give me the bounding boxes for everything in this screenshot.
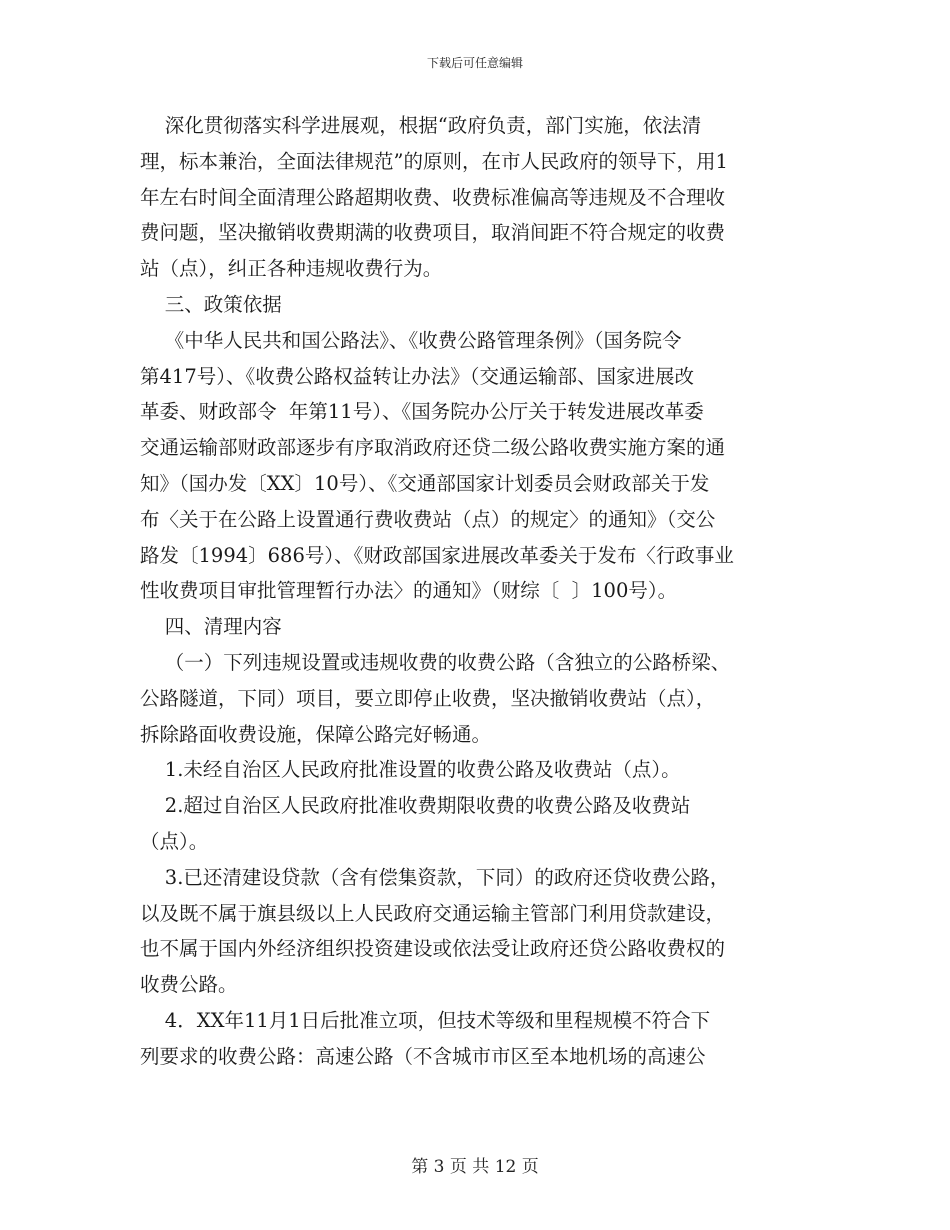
text-line: 也不属于国内外经济组织投资建设或依法受让政府还贷公路收费权的 — [140, 937, 726, 961]
text-line: 3.已还清建设贷款（含有偿集资款，下同）的政府还贷收费公路， — [140, 865, 730, 889]
text-line: （点）。 — [140, 829, 209, 853]
text-line: 公路隧道，下同）项目，要立即停止收费，坚决撤销收费站（点）， — [140, 686, 716, 710]
document-body — [140, 108, 820, 1075]
text-line: 站（点），纠正各种违规收费行为。 — [140, 257, 443, 281]
text-line: 《中华人民共和国公路法》、《收费公路管理条例》（国务院令 — [140, 328, 682, 352]
text-line: 2.超过自治区人民政府批准收费期限收费的收费公路及收费站 — [140, 794, 691, 818]
text-line: 革委、财政部令 年第11号）、《国务院办公厅关于转发进展改革委 — [140, 400, 704, 424]
text-line: 性收费项目审批管理暂行办法〉的通知》（财综〔 〕100号）。 — [140, 579, 678, 603]
text-line: 第417号）、《收费公路权益转让办法》（交通运输部、国家进展改 — [140, 364, 694, 388]
text-line: 路发〔1994〕686号）、《财政部国家进展改革委关于发布〈行政事业 — [140, 543, 734, 567]
header-note: 下载后可任意编辑 — [426, 56, 523, 70]
text-line: 深化贯彻落实科学进展观，根据“政府负责，部门实施，依法清 — [140, 114, 702, 137]
text-line: 年左右时间全面清理公路超期收费、收费标准偏高等违规及不合理收 — [140, 185, 726, 209]
text-line: 收费公路。 — [140, 973, 238, 997]
text-line: 交通运输部财政部逐步有序取消政府还贷二级公路收费实施方案的通 — [140, 436, 726, 460]
section-heading: 三、政策依据 — [140, 292, 282, 316]
text-line: 拆除路面收费设施，保障公路完好畅通。 — [140, 722, 492, 746]
text-line: 理，标本兼治，全面法律规范”的原则，在市人民政府的领导下，用1 — [140, 149, 728, 173]
text-line: 列要求的收费公路：高速公路（不含城市市区至本地机场的高速公 — [140, 1044, 706, 1068]
text-line: 布〈关于在公路上设置通行费收费站（点）的规定〉的通知》（交公 — [140, 507, 716, 531]
page-number-footer: 第 3 页 共 12 页 — [411, 1157, 539, 1177]
text-line: 1.未经自治区人民政府批准设置的收费公路及收费站（点）。 — [140, 758, 681, 782]
section-heading: 四、清理内容 — [140, 615, 282, 639]
text-line: （一）下列违规设置或违规收费的收费公路（含独立的公路桥梁、 — [140, 650, 731, 674]
text-line: 知》（国办发〔XX〕10号）、《交通部国家计划委员会财政部关于发 — [140, 471, 710, 495]
text-line: 以及既不属于旗县级以上人民政府交通运输主管部门利用贷款建设， — [140, 901, 726, 925]
text-line: 4．XX年11月1日后批准立项，但技术等级和里程规模不符合下 — [140, 1008, 711, 1032]
text-line: 费问题，坚决撤销收费期满的收费项目，取消间距不符合规定的收费 — [140, 221, 726, 245]
